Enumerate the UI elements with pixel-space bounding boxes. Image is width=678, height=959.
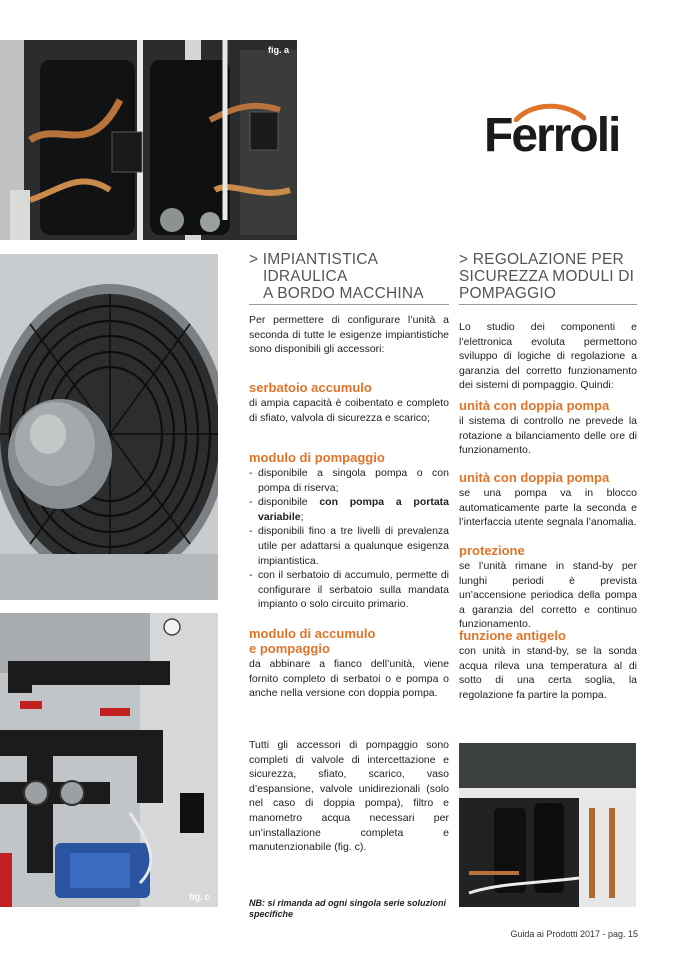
right-intro: Lo studio dei componenti e l’elettronica evoluta permettono sviluppo di logiche di regolazione a garanzia del corretto funzionamento dei sistemi di pompaggio. Quindi: [459, 321, 637, 392]
right-heading [459, 251, 637, 302]
photo-fan [0, 254, 218, 600]
left-s2-title: modulo di pompaggio [249, 450, 385, 465]
photo-pumps [0, 613, 218, 907]
list-item: - disponibile a singola pompa o con pompa di riserva; [249, 466, 449, 495]
right-r3-title: protezione [459, 543, 525, 558]
list-item: - con il serbatoio di accumulo, permette di configurare il serbatoio sulla mandata impianto o solo circuito primario. [249, 568, 449, 612]
right-r2-title: unità con doppia pompa [459, 470, 610, 485]
list-item: - disponibili fino a tre livelli di prevalenza utile per adattarsi a qualunque esigenza impiantistica. [249, 524, 449, 568]
right-r4-text: con unità in stand-by, se la sonda acqua rileva una temperatura al di sotto di una certa soglia, la regolazione fa partire la pompa. [459, 645, 637, 701]
left-heading [249, 251, 449, 302]
list-item: - disponibile con pompa a portata variabile; [249, 495, 449, 524]
left-heading-divider [249, 304, 449, 305]
left-s3-title [249, 626, 375, 656]
right-heading-divider [459, 304, 637, 305]
fig-c-label: fig. c [188, 892, 210, 902]
ferroli-logo [484, 100, 620, 172]
left-s3-text: da abbinare a fianco dell’unità, viene fornito completo di serbatoi o e pompa o anche nella versione con doppia pompa. [249, 658, 449, 700]
left-heading-line-3: A BORDO MACCHINA [263, 285, 424, 302]
left-s1-text: di ampia capacità è coibentato e completo di sfiato, valvola di sicurezza e scarico; [249, 397, 449, 424]
left-s3-title-line-2: e pompaggio [249, 641, 330, 656]
right-r3-text: se l’unità rimane in stand-by per lunghi periodi è prevista un’accensione periodica della pompa a garanzia del corretto e continuo funzionamento. [459, 560, 637, 631]
photo-compressors [0, 40, 297, 240]
right-heading-line-1: > REGOLAZIONE PER [459, 251, 624, 268]
right-r1-title: unità con doppia pompa [459, 398, 610, 413]
photo-tanks [459, 743, 636, 907]
right-r4-title: funzione antigelo [459, 628, 566, 643]
left-heading-line-1: > IMPIANTISTICA [249, 251, 379, 268]
page-footer: Guida ai Prodotti 2017 - pag. 15 [510, 929, 638, 939]
left-closing: Tutti gli accessori di pompaggio sono completi di valvole di intercettazione e sicurezza, sfiato, scarico, vaso d’espansione, valvole unidirezionali (solo nel caso di doppia pompa), filtro e manometro acqua necessari per un’installazione completa e manutenzionabile (fig. c). [249, 739, 449, 854]
fig-a-label: fig. a [267, 45, 289, 55]
right-heading-line-2: SICUREZZA MODULI DI [459, 268, 635, 285]
left-s2-list [249, 466, 449, 612]
left-intro: Per permettere di configurare l’unità a seconda di tutte le esigenze impiantistiche sono disponibili gli accessori: [249, 314, 449, 356]
logo-wordmark: Ferroli [484, 109, 620, 162]
right-r2-text: se una pompa va in blocco automaticamente parte la seconda e l’interfaccia utente segnala l’anomalia. [459, 487, 637, 529]
left-s3-title-line-1: modulo di accumulo [249, 626, 376, 641]
left-s1-title: serbatoio accumulo [249, 380, 372, 395]
right-heading-line-3: POMPAGGIO [459, 285, 557, 302]
left-heading-line-2: IDRAULICA [263, 268, 348, 285]
left-note: NB: si rimanda ad ogni singola serie soluzioni specifiche [249, 898, 447, 919]
right-r1-text: il sistema di controllo ne prevede la rotazione a bilanciamento delle ore di funzionamento. [459, 415, 637, 457]
